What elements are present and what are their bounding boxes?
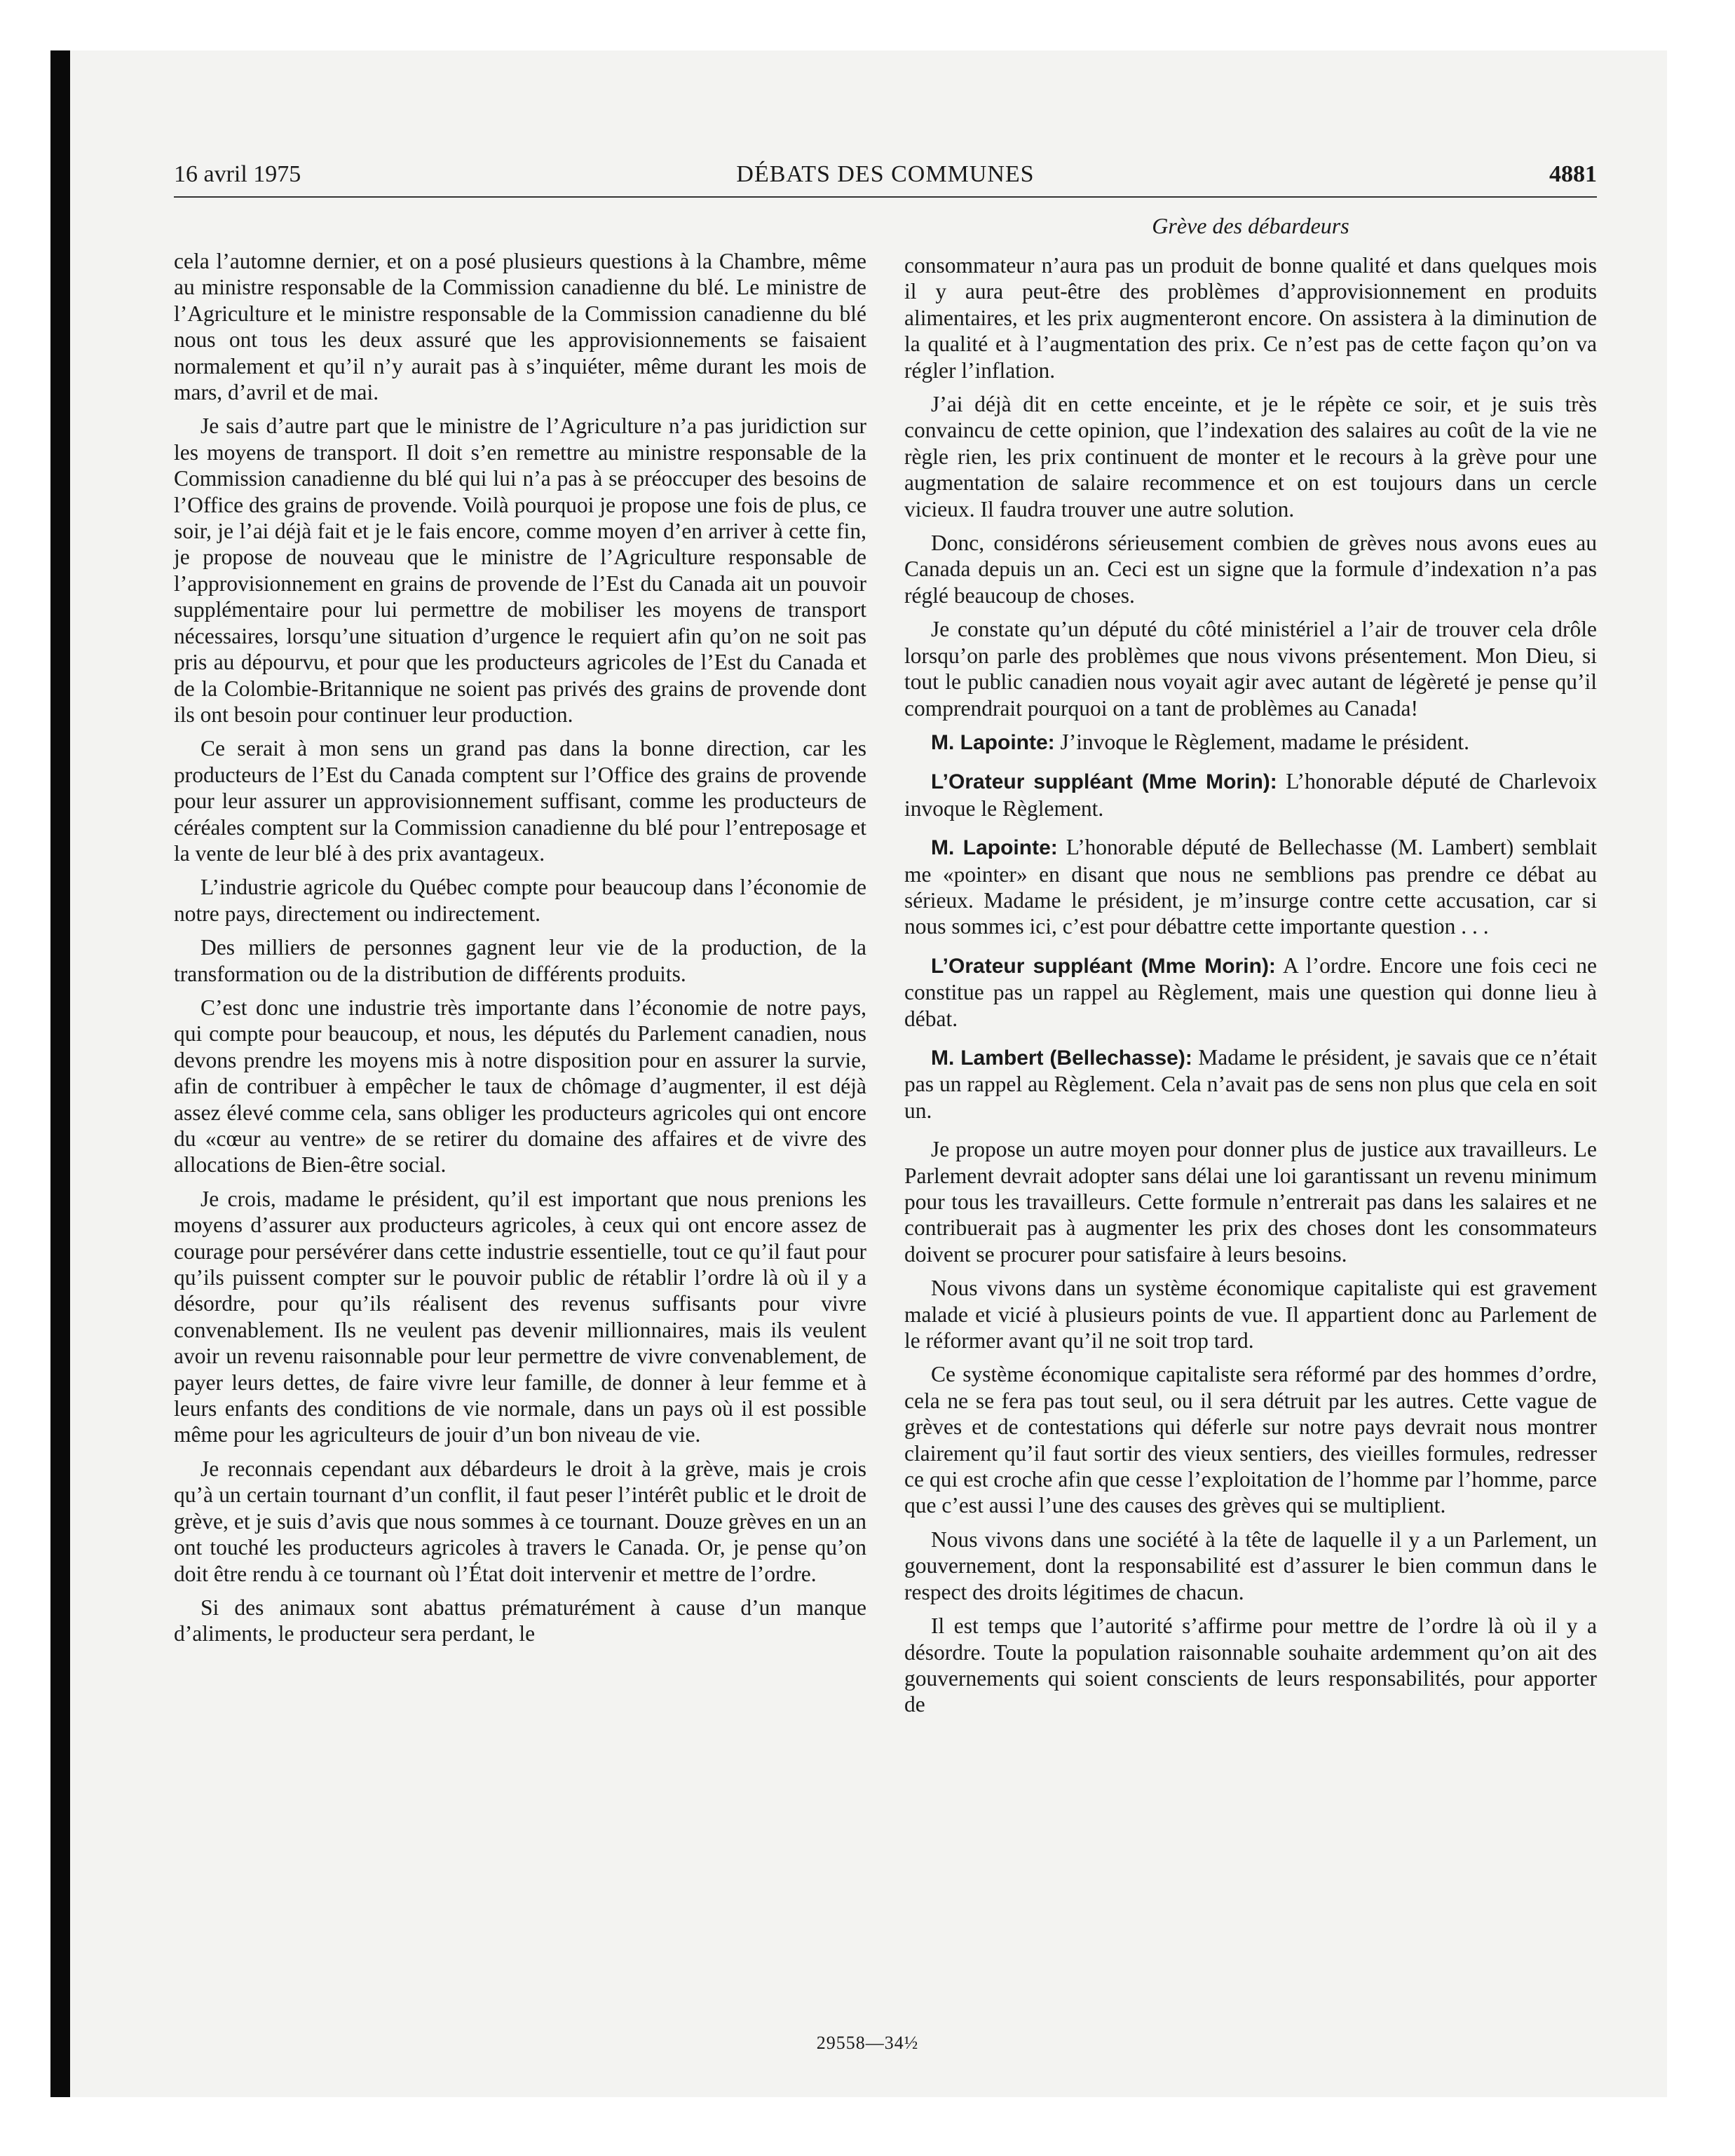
left-column: [174, 248, 866, 1655]
paragraph: Si des animaux sont abattus prématurément à cause d’un manque d’aliments, le producteur sera perdant, le: [174, 1595, 866, 1646]
speech-text: J’invoque le Règlement, madame le président.: [1054, 729, 1469, 754]
speaker-name: M. Lambert (Bellechasse):: [931, 1046, 1192, 1070]
paragraph: Je propose un autre moyen pour donner plus de justice aux travailleurs. Le Parlement devrait adopter sans délai une loi garantissant un revenu minimum pour tous les travailleurs. Cette formule n’entrerait pas dans les salaires et ne contribuerait pas à augmenter les prix des choses dont les consommateurs doivent se procurer pour satisfaire à leurs besoins.: [904, 1137, 1597, 1267]
speaker-name: M. Lapointe:: [931, 730, 1055, 754]
header-date: 16 avril 1975: [174, 161, 301, 187]
paragraph: Je crois, madame le président, qu’il est important que nous prenions les moyens d’assurer aux producteurs agricoles, à ceux qui ont encore assez de courage pour persévérer dans cette industrie essentielle, tout ce qu’il faut pour qu’ils puissent compter sur le pouvoir public de rétablir l’ordre là où il y a désordre, pour qu’ils réalisent des revenus suffisants pour vivre convenablement. Ils ne veulent pas devenir millionnaires, mais ils veulent avoir un revenu raisonnable pour leur permettre de vivre convenablement, de payer leurs dettes, de faire vivre leur famille, de donner à leur femme et à leurs enfants des conditions de vie normale, dans un pays où il est possible même pour les agriculteurs de jouir d’un bon niveau de vie.: [174, 1186, 866, 1447]
paragraph: Nous vivons dans une société à la tête de laquelle il y a un Parlement, un gouvernement, dont la responsabilité est d’assurer le bien commun dans le respect des droits légitimes de chacun.: [904, 1527, 1597, 1604]
speech-intervention: [904, 953, 1597, 1032]
paragraph: Il est temps que l’autorité s’affirme pour mettre de l’ordre là où il y a désordre. Toute la population raisonnable souhaite ardemment qu’on ait des gouvernements qui soient conscients de leurs responsabilités, pour apporter de: [904, 1613, 1597, 1717]
paragraph: Ce serait à mon sens un grand pas dans la bonne direction, car les producteurs de l’Est du Canada comptent sur l’Office des grains de provende pour leur assurer un approvisionnement suffisant, comme les producteurs de céréales comptent sur la Commission canadienne du blé pour l’entreposage et la vente de leur blé à des prix avantageux.: [174, 736, 866, 866]
speech-intervention: [904, 834, 1597, 940]
paragraph: Nous vivons dans un système économique capitaliste qui est gravement malade et vicié à plusieurs points de vue. Il appartient donc au Parlement de le réformer avant qu’il ne soit trop tard.: [904, 1276, 1597, 1353]
speech-intervention: [904, 729, 1597, 756]
speech-text: L’honorable député de Bellechasse (M. Lambert) semblait me «pointer» en disant que nous ne semblions pas prendre ce débat au sérieux. Madame le président, je m’insurge contre cette accusation, car si nous sommes ici, c’est pour débattre cette importante question . . .: [904, 835, 1597, 939]
print-code-footer: 29558—34½: [816, 2033, 919, 2053]
paragraph: Ce système économique capitaliste sera réformé par des hommes d’ordre, cela ne se fera pas tout seul, ou il sera détruit par les autres. Cette vague de grèves et de contestations qui déferle sur notre pays devrait nous montrer clairement qu’il faut sortir des vieux sentiers, des vieilles formules, redresser ce qui est croche afin que cesse l’exploitation de l’homme par l’homme, parce que c’est aussi l’une des causes des grèves qui se multiplient.: [904, 1362, 1597, 1518]
paragraph: C’est donc une industrie très importante dans l’économie de notre pays, qui compte pour beaucoup, et nous, les députés du Parlement canadien, nous devons prendre les moyens mis à notre disposition pour en assurer la survie, afin de contribuer à empêcher le taux de chômage d’augmenter, il est déjà assez élevé comme cela, sans obliger les producteurs agricoles qui ont encore du «cœur au ventre» de se retirer du domaine des affaires et de vivre des allocations de Bien-être social.: [174, 995, 866, 1178]
paragraph: Je sais d’autre part que le ministre de l’Agriculture n’a pas juridiction sur les moyens de transport. Il doit s’en remettre au ministre responsable de la Commission canadienne du blé qui lui n’a pas à se préoccuper des besoins de l’Office des grains de provende. Voilà pourquoi je propose une fois de plus, ce soir, je l’ai déjà fait et je le fais encore, comme moyen d’en arriver à cette fin, je propose de nouveau que le ministre de l’Agriculture responsable de l’approvisionnement en grains de provende de l’Est du Canada ait un pouvoir supplémentaire pour lui permettre de mobiliser les moyens de transport nécessaires, lorsqu’une situation d’urgence le requiert afin qu’on ne soit pas pris au dépourvu, et pour que les producteurs agricoles de l’Est du Canada et de la Colombie-Britannique ne soient pas privés des grains de provende dont ils ont besoin pour continuer leur production.: [174, 414, 866, 727]
header-title: DÉBATS DES COMMUNES: [736, 161, 1035, 187]
speech-intervention: [904, 1044, 1597, 1124]
speaker-name: M. Lapointe:: [931, 836, 1058, 860]
right-column: [904, 252, 1597, 1726]
paragraph: Des milliers de personnes gagnent leur vie de la production, de la transformation ou de la distribution de différents produits.: [174, 935, 866, 986]
speech-text: Madame le président, je savais que ce n’était pas un rappel au Règlement. Cela n’avait pas de sens non plus que cela en soit un.: [904, 1044, 1597, 1123]
paragraph: L’industrie agricole du Québec compte pour beaucoup dans l’économie de notre pays, directement ou indirectement.: [174, 875, 866, 926]
speaker-name: L’Orateur suppléant (Mme Morin):: [931, 770, 1277, 794]
speech-text: A l’ordre. Encore une fois ceci ne constitue pas un rappel au Règlement, mais une question qui donne lieu à débat.: [904, 953, 1597, 1031]
section-subtitle: Grève des débardeurs: [1152, 213, 1349, 238]
paragraph: Je reconnais cependant aux débardeurs le droit à la grève, mais je crois qu’à un certain tournant d’un conflit, il faut peser l’intérêt public et le droit de grève, et je suis d’avis que nous sommes à ce tournant. Douze grèves en un an ont touché les producteurs agricoles à travers le Canada. Or, je pense qu’on doit être rendu à ce tournant où l’État doit intervenir et mettre de l’ordre.: [174, 1456, 866, 1586]
speaker-name: L’Orateur suppléant (Mme Morin):: [931, 954, 1276, 978]
speech-intervention: [904, 768, 1597, 821]
page-number: 4881: [1549, 161, 1597, 187]
scan-edge: [50, 50, 70, 2097]
speech-text: L’honorable député de Charlevoix invoque le Règlement.: [904, 769, 1597, 821]
paragraph: cela l’automne dernier, et on a posé plusieurs questions à la Chambre, même au ministre responsable de la Commission canadienne du blé. Le ministre de l’Agriculture et le ministre responsable de la Commission canadienne du blé nous ont tous les deux assuré que les approvisionnements se faisaient normalement et qu’il n’y aurait pas à s’inquiéter, même durant les mois de mars, d’avril et de mai.: [174, 249, 866, 405]
paragraph: Je constate qu’un député du côté ministériel a l’air de trouver cela drôle lorsqu’on parle des problèmes que nous vivons présentement. Mon Dieu, si tout le public canadien nous voyait agir avec autant de légèreté je pense qu’il comprendrait pourquoi on a tant de problèmes au Canada!: [904, 617, 1597, 721]
paragraph: consommateur n’aura pas un produit de bonne qualité et dans quelques mois il y aura peut-être des problèmes d’approvisionnement en produits alimentaires, et les prix augmenteront encore. On assistera à la diminution de la qualité et à l’augmentation des prix. Ce n’est pas de cette façon qu’on va régler l’inflation.: [904, 253, 1597, 383]
running-header: [174, 160, 1597, 198]
paragraph: Donc, considérons sérieusement combien de grèves nous avons eues au Canada depuis un an. Ceci est un signe que la formule d’indexation n’a pas réglé beaucoup de choses.: [904, 531, 1597, 608]
paragraph: J’ai déjà dit en cette enceinte, et je le répète ce soir, et je suis très convaincu de cette opinion, que l’indexation des salaires au coût de la vie ne règle rien, les prix continuent de monter et le recours à la grève pour une augmentation de salaire recommence et on est toujours dans un cercle vicieux. Il faudra trouver une autre solution.: [904, 392, 1597, 521]
